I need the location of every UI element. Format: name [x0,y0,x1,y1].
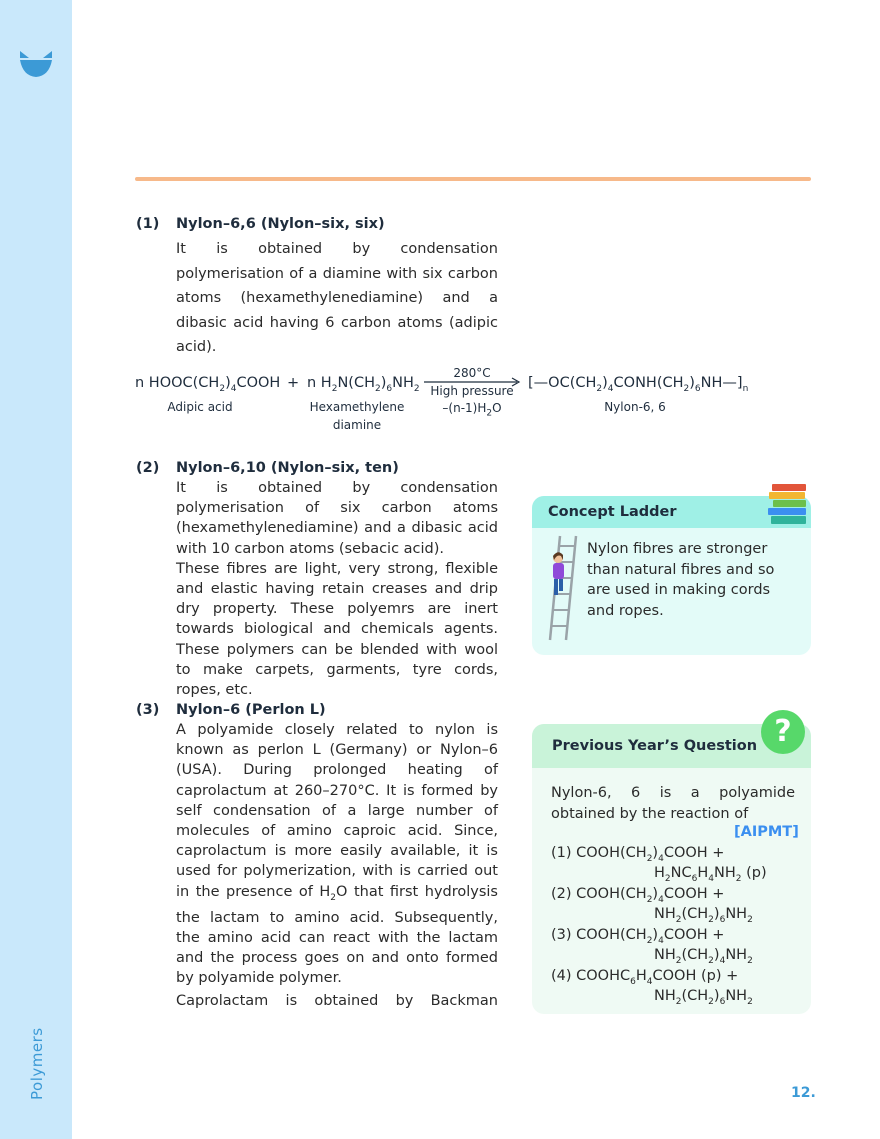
brand-logo-icon [19,50,53,80]
pyq-exam-tag: [AIPMT] [734,824,799,840]
section-2-number: (2) [136,460,160,476]
section-2-title: Nylon–6,10 (Nylon–six, ten) [176,460,399,476]
reaction-water-loss: $-(n-1)H_2O$ [442,401,502,419]
concept-ladder-text: Nylon fibres are stronger than natural fibres and so are used in making cords and ropes. [587,541,775,619]
pyq-title: Previous Year’s Question [552,738,758,754]
sidebar [0,0,72,1139]
section-3-title: Nylon–6 (Perlon L) [176,702,326,718]
reaction-plus: + [287,375,300,391]
section-2-body [176,478,498,700]
page-number: 12. [791,1085,816,1101]
pyq-option-1-cont: $H_2NC_6H_4NH_2$ (p) [654,865,767,884]
section-1-number: (1) [136,216,160,232]
section-3-number: (3) [136,702,160,718]
section-2-paragraph-2: These fibres are light, very strong, flexible and elastic having retain creases and drip dry property. These polyemrs are inert towards biological and chemicals agents. These polymers can be blended with wool to make carpets, garments, tyre cords, ropes, etc. [176,560,498,699]
label-hexamethylene: Hexamethylene [309,400,405,414]
section-2-paragraph-1: It is obtained by condensation polymerisation of six carbon atoms (hexamethylenediamine) and a dibasic acid with 10 carbon atoms (sebacic acid). [176,480,498,557]
label-adipic-acid: Adipic acid [167,400,233,414]
reaction-pressure: High pressure [430,384,514,398]
section-3-body: A polyamide closely related to nylon is known as perlon L (Germany) or Nylon–6 (USA). During prolonged heating of caprolactum at 260–270°C. It is formed by self condensation of a large number of molecules of amino caproic acid. Since, caprolactum is more easily available, it is used for polymerization, with is carried out in the presence of $H_2O$ that first hydrolysis the lactam to amino acid. Subsequently, the amino acid can react with the lactam and the process goes on and onto formed by polyamide polymer. [176,722,498,987]
pyq-question: Nylon-6, 6 is a polyamide obtained by the reaction of [551,785,795,822]
pyq-option-1[interactable]: (1) $COOH(CH_2)_4COOH$ + [551,845,725,864]
pyq-option-3[interactable]: (3) $COOH(CH_2)_4COOH$ + [551,927,725,946]
question-mark-icon: ? [761,710,805,754]
reactant-adipic-acid: n $HOOC(CH_2)_4COOH$ [135,375,281,394]
section-1-title: Nylon–6,6 (Nylon–six, six) [176,216,385,232]
section-3-continuation: Caprolactam is obtained by Backman [176,993,498,1009]
header-divider [135,177,811,181]
reaction-temperature: 280°C [453,366,491,380]
chapter-label: Polymers [28,1027,46,1100]
concept-ladder-title: Concept Ladder [548,504,677,520]
label-nylon-66: Nylon-6, 6 [604,400,666,414]
pyq-option-4-cont: $NH_2(CH_2)_6NH_2$ [654,988,753,1007]
section-1-body: It is obtained by condensation polymerisation of a diamine with six carbon atoms (hexamethylenediamine) and a dibasic acid having 6 carbon atoms (adipic acid). [176,241,498,355]
pyq-option-3-cont: $NH_2(CH_2)_4NH_2$ [654,947,753,966]
pyq-option-4[interactable]: (4) $COOHC_6H_4COOH$ (p) + [551,968,739,987]
pyq-option-2-cont: $NH_2(CH_2)_6NH_2$ [654,906,753,925]
books-stack-icon [766,482,808,526]
girl-climbing-ladder-icon [546,534,580,642]
pyq-option-2[interactable]: (2) $COOH(CH_2)_4COOH$ + [551,886,725,905]
product-nylon-66: $[—OC(CH_2)_4CONH(CH_2)_6NH—]_n$ [528,375,749,394]
label-diamine: diamine [332,418,382,432]
reactant-hexamethylenediamine: n $H_2N(CH_2)_6NH_2$ [307,375,420,394]
